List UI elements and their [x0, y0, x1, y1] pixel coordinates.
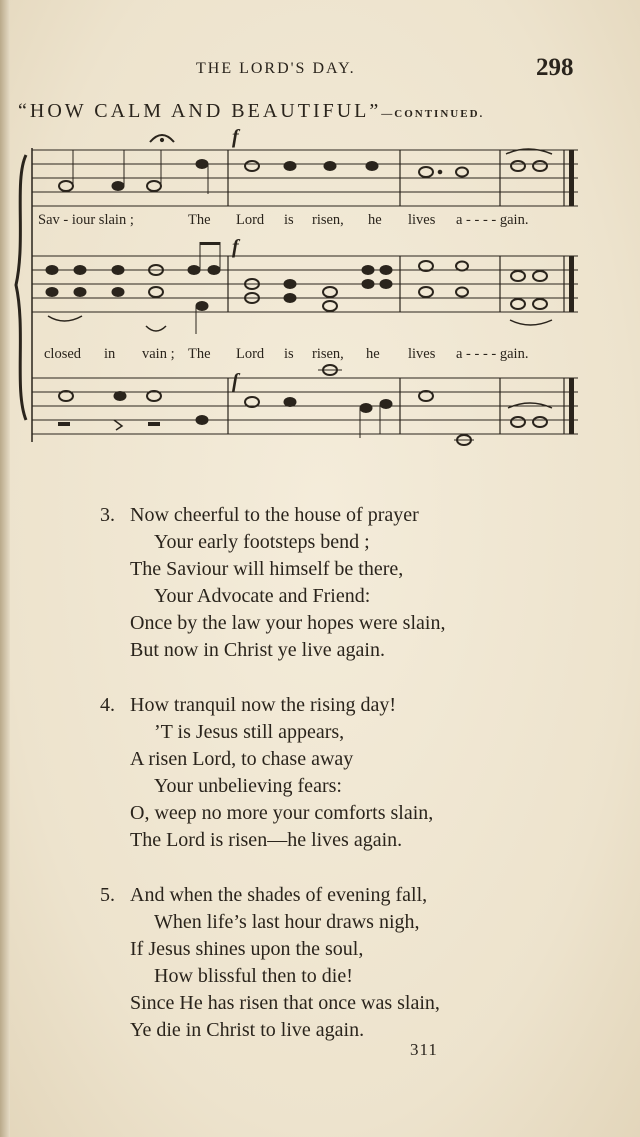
verse-line: ’T is Jesus still appears,: [154, 721, 345, 743]
dynamic-forte-3: f: [232, 370, 239, 392]
verse-line: The Lord is risen—he lives again.: [130, 829, 403, 851]
verse-line: Your Advocate and Friend:: [154, 585, 371, 607]
verse-line: If Jesus shines upon the soul,: [130, 938, 364, 960]
staff-middle: [32, 256, 578, 312]
lyric-syllable: The: [188, 212, 211, 228]
verse-line: Since He has risen that once was slain,: [130, 992, 440, 1014]
dynamic-forte-1: f: [232, 126, 239, 148]
lyric-syllable: closed: [44, 346, 82, 362]
signature-mark: 311: [410, 1040, 438, 1059]
verse-line: Now cheerful to the house of prayer: [130, 504, 419, 526]
lyric-syllable: risen,: [312, 212, 344, 228]
lyric-syllable: lives: [408, 212, 436, 228]
verse-number: 3.: [100, 504, 115, 526]
verse-line: Your early footsteps bend ;: [154, 531, 370, 553]
lyric-syllable: a - - - - gain.: [456, 346, 529, 362]
lyric-syllable: lives: [408, 346, 436, 362]
lyric-syllable: Lord: [236, 346, 265, 362]
lyric-syllable: Lord: [236, 212, 265, 228]
dynamic-forte-2: f: [232, 236, 239, 258]
verse-line: Your unbelieving fears:: [154, 775, 342, 797]
lyric-syllable: vain ;: [142, 346, 175, 362]
staff-bass: [32, 378, 578, 434]
verse-line: When life’s last hour draws nigh,: [154, 911, 420, 933]
running-title: THE LORD'S DAY.: [196, 60, 356, 77]
hymn-title-main: “HOW CALM AND BEAUTIFUL”: [18, 100, 382, 122]
verse-line: O, weep no more your comforts slain,: [130, 802, 434, 824]
running-head: [0, 54, 640, 84]
lyric-syllable: risen,: [312, 346, 344, 362]
verse-line: Ye die in Christ to live again.: [130, 1019, 365, 1041]
lyric-syllable: a - - - - gain.: [456, 212, 529, 228]
verse-line: A risen Lord, to chase away: [130, 748, 354, 770]
system-brace: [16, 155, 26, 420]
hymn-title-continued: —CONTINUED.: [381, 108, 485, 120]
verse-line: The Saviour will himself be there,: [130, 558, 404, 580]
staff-treble: [32, 150, 578, 206]
bar-lines: [228, 150, 500, 434]
lyric-syllable: he: [368, 212, 382, 228]
final-barlines: [564, 150, 574, 434]
verse-number: 5.: [100, 884, 115, 906]
lyric-syllable: is: [284, 212, 294, 228]
verse-line: Once by the law your hopes were slain,: [130, 612, 446, 634]
lyric-syllable: in: [104, 346, 116, 362]
music-score: [0, 120, 640, 450]
lyric-syllable: he: [366, 346, 380, 362]
page-number: 298: [536, 54, 574, 81]
verse-line: How blissful then to die!: [154, 965, 353, 987]
lyric-syllable: Sav - iour slain ;: [38, 212, 134, 228]
verse-line: How tranquil now the rising day!: [130, 694, 397, 716]
lyric-syllable: is: [284, 346, 294, 362]
lyric-syllable: The: [188, 346, 211, 362]
verse-line: And when the shades of evening fall,: [130, 884, 428, 906]
verse-number: 4.: [100, 694, 115, 716]
verse-line: But now in Christ ye live again.: [130, 639, 385, 661]
notes-staff-3: [58, 365, 552, 445]
